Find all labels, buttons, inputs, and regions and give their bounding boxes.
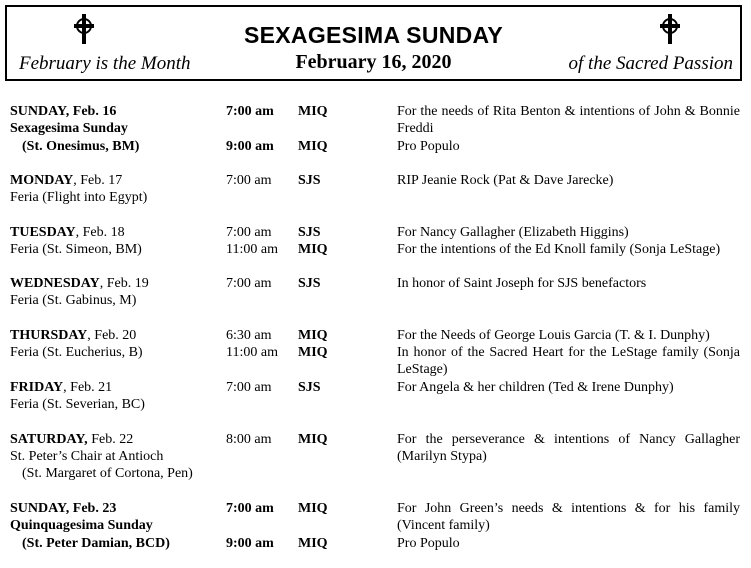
mass-location: MIQ bbox=[298, 242, 328, 257]
mass-intention: For the needs of Rita Benton & intentions of John & Bonnie Freddi bbox=[397, 104, 740, 136]
mass-time: 7:00 am bbox=[226, 225, 272, 240]
day-feast: Feria (St. Simeon, BM) bbox=[10, 242, 142, 257]
day-feast: Feria (St. Eucherius, B) bbox=[10, 345, 143, 360]
day-feast: Quinquagesima Sunday bbox=[10, 518, 153, 533]
mass-location: MIQ bbox=[298, 104, 328, 119]
day-heading: SUNDAY, Feb. 16 bbox=[10, 104, 117, 119]
mass-intention: For the Needs of George Louis Garcia (T. & I. Dunphy) bbox=[397, 328, 710, 343]
mass-time: 7:00 am bbox=[226, 276, 272, 291]
day-heading: SUNDAY, Feb. 23 bbox=[10, 501, 117, 516]
mass-location: MIQ bbox=[298, 501, 328, 516]
mass-location: SJS bbox=[298, 225, 321, 240]
day-feast: Feria (St. Severian, BC) bbox=[10, 397, 145, 412]
day-feast: Feria (St. Gabinus, M) bbox=[10, 293, 137, 308]
day-feast: St. Peter’s Chair at Antioch bbox=[10, 449, 164, 464]
mass-time: 11:00 am bbox=[226, 242, 278, 257]
mass-intention: RIP Jeanie Rock (Pat & Dave Jarecke) bbox=[397, 173, 614, 188]
mass-location: SJS bbox=[298, 380, 321, 395]
mass-time: 7:00 am bbox=[226, 380, 272, 395]
mass-intention: Pro Populo bbox=[397, 536, 460, 551]
mass-time: 8:00 am bbox=[226, 432, 272, 447]
mass-time: 9:00 am bbox=[226, 139, 274, 154]
day-heading: WEDNESDAY, Feb. 19 bbox=[10, 276, 149, 291]
day-feast: Sexagesima Sunday bbox=[10, 121, 128, 136]
day-heading: TUESDAY, Feb. 18 bbox=[10, 225, 125, 240]
day-heading: SATURDAY, Feb. 22 bbox=[10, 432, 134, 447]
mass-intention: For John Green’s needs & intentions & for his family (Vincent family) bbox=[397, 501, 740, 533]
mass-location: SJS bbox=[298, 173, 321, 188]
header-month-dedication-end: of the Sacred Passion bbox=[568, 53, 733, 74]
mass-time: 6:30 am bbox=[226, 328, 272, 343]
page-title: SEXAGESIMA SUNDAY bbox=[243, 22, 503, 48]
mass-location: MIQ bbox=[298, 432, 328, 447]
day-heading: FRIDAY, Feb. 21 bbox=[10, 380, 113, 395]
mass-location: MIQ bbox=[298, 345, 328, 360]
day-saint: (St. Peter Damian, BCD) bbox=[22, 536, 170, 551]
mass-intention: For Nancy Gallagher (Elizabeth Higgins) bbox=[397, 225, 629, 240]
mass-intention: In honor of Saint Joseph for SJS benefactors bbox=[397, 276, 647, 291]
header-date: February 16, 2020 bbox=[295, 51, 452, 73]
mass-location: MIQ bbox=[298, 536, 328, 551]
mass-intention: For the intentions of the Ed Knoll family (Sonja LeStage) bbox=[397, 242, 721, 257]
mass-location: SJS bbox=[298, 276, 321, 291]
mass-time: 9:00 am bbox=[226, 536, 274, 551]
mass-time: 7:00 am bbox=[226, 104, 274, 119]
day-heading: THURSDAY, Feb. 20 bbox=[10, 328, 137, 343]
header-month-dedication: February is the Month bbox=[19, 53, 191, 74]
day-heading: MONDAY, Feb. 17 bbox=[10, 173, 123, 188]
day-feast: Feria (Flight into Egypt) bbox=[10, 190, 148, 205]
mass-intention: For Angela & her children (Ted & Irene Dunphy) bbox=[397, 380, 674, 395]
mass-time: 11:00 am bbox=[226, 345, 278, 360]
mass-intention: In honor of the Sacred Heart for the LeStage family (Sonja LeStage) bbox=[397, 345, 740, 377]
day-saint: (St. Margaret of Cortona, Pen) bbox=[22, 466, 193, 481]
day-saint: (St. Onesimus, BM) bbox=[22, 139, 140, 154]
mass-time: 7:00 am bbox=[226, 173, 272, 188]
mass-location: MIQ bbox=[298, 139, 328, 154]
mass-intention: For the perseverance & intentions of Nancy Gallagher (Marilyn Stypa) bbox=[397, 432, 740, 464]
mass-time: 7:00 am bbox=[226, 501, 274, 516]
mass-intention: Pro Populo bbox=[397, 139, 460, 154]
mass-location: MIQ bbox=[298, 328, 328, 343]
